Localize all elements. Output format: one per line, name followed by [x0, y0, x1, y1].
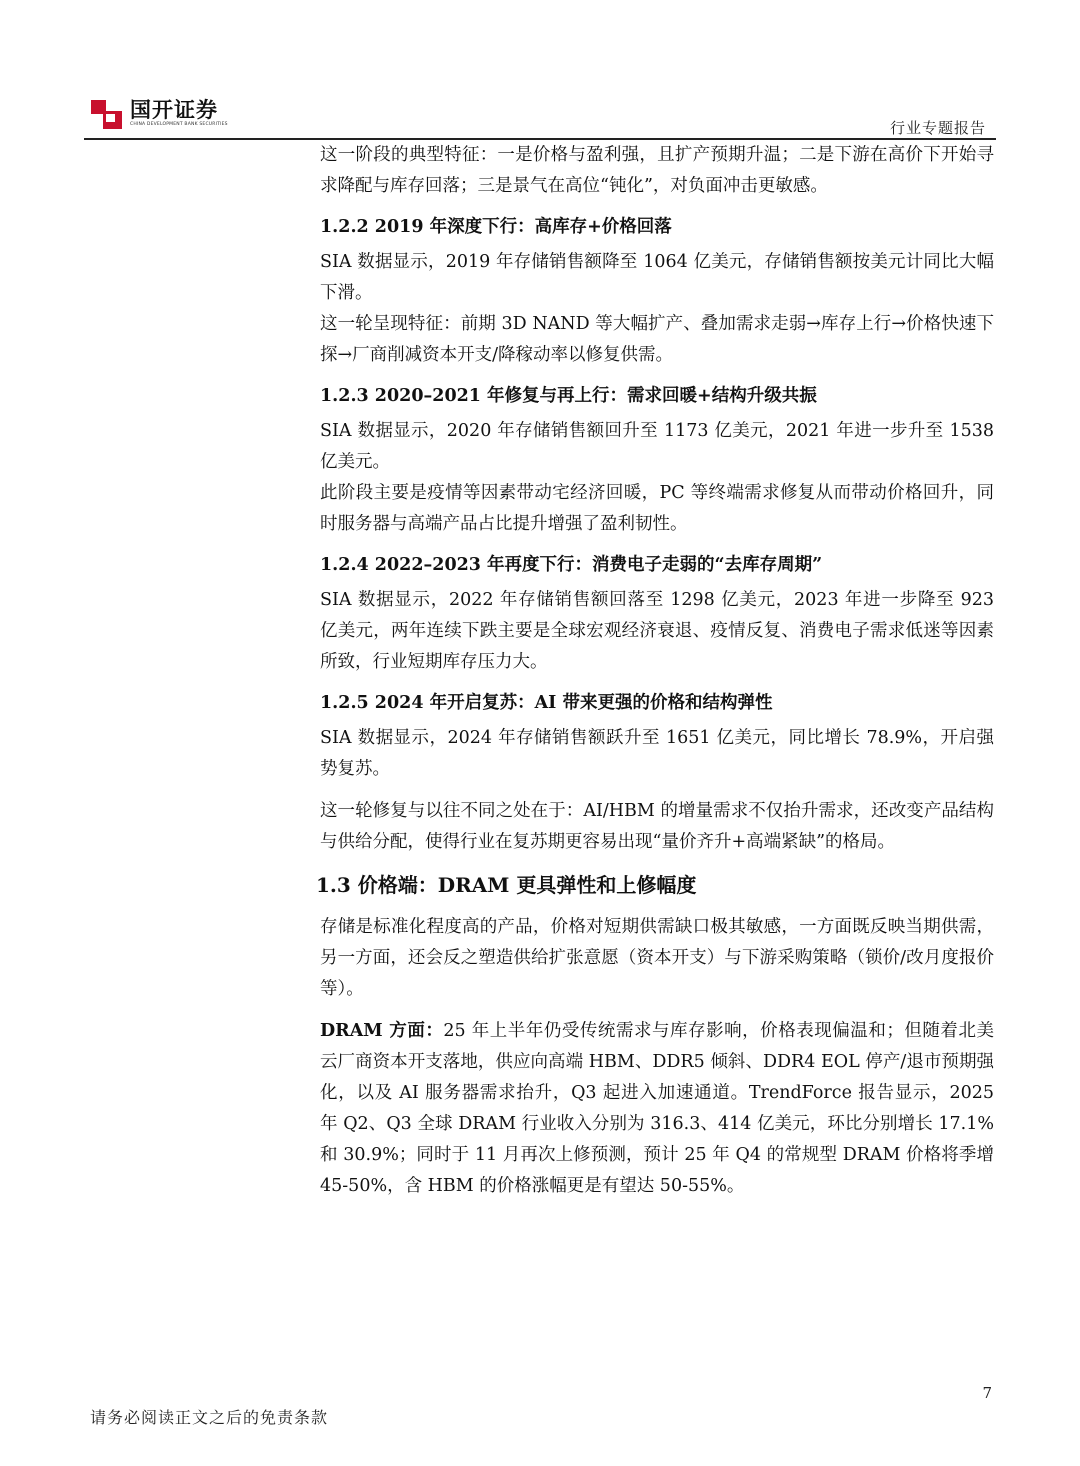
section-1-3-title: 1.3 价格端：DRAM 更具弹性和上修幅度	[316, 873, 697, 897]
section-1-2-3-paragraph-2: 此阶段主要是疫情等因素带动宅经济回暖，PC 等终端需求修复从而带动价格回升，同时服务器与高端产品占比提升增强了盈利韧性。	[320, 483, 994, 534]
section-1-2-2-title: 1.2.2 2019 年深度下行：高库存+价格回落	[320, 217, 672, 237]
page-header	[0, 0, 1080, 140]
section-1-2-3-paragraph-1: SIA 数据显示，2020 年存储销售额回升至 1173 亿美元，2021 年进一步升至 1538 亿美元。	[320, 421, 994, 472]
section-1-2-4-title: 1.2.4 2022–2023 年再度下行：消费电子走弱的“去库存周期”	[320, 555, 823, 575]
section-1-2-2-paragraph-2: 这一轮呈现特征：前期 3D NAND 等大幅扩产、叠加需求走弱→库存上行→价格快速下探→厂商削减资本开支/降稼动率以修复供需。	[320, 314, 994, 365]
section-1-2-2-paragraph-1: SIA 数据显示，2019 年存储销售额降至 1064 亿美元，存储销售额按美元计同比大幅下滑。	[320, 252, 994, 303]
logo-subtitle: CHINA DEVELOPMENT BANK SECURITIES	[130, 122, 228, 127]
page-number: 7	[982, 1384, 992, 1402]
section-1-2-3-title: 1.2.3 2020–2021 年修复与再上行：需求回暖+结构升级共振	[320, 386, 817, 406]
logo-icon	[91, 100, 122, 129]
section-1-3-paragraph-2	[320, 1016, 994, 1202]
report-type-label: 行业专题报告	[889, 119, 986, 137]
logo-name: 国开证券	[130, 98, 218, 122]
section-1-2-4-paragraph-1: SIA 数据显示，2022 年存储销售额回落至 1298 亿美元，2023 年进一步降至 923 亿美元，两年连续下跌主要是全球宏观经济衰退、疫情反复、消费电子需求低迷等因素所致，行业短期库存压力大。	[320, 590, 994, 672]
main-content	[316, 140, 994, 1202]
dram-paragraph-text: 25 年上半年仍受传统需求与库存影响，价格表现偏温和；但随着北美云厂商资本开支落地，供应向高端 HBM、DDR5 倾斜、DDR4 EOL 停产/退市预期强化，以及 AI 服务器需求抬升，Q3 起进入加速通道。TrendForce 报告显示，2025 年 Q2、Q3 全球 DRAM 行业收入分别为 316.3、414 亿美元，环比分别增长 17.1%和 30.9%；同时于 11 月再次上修预测，预计 25 年 Q4 的常规型 DRAM 价格将季增 45-50%，含 HBM 的价格涨幅更是有望达 50-55%。	[320, 1021, 994, 1196]
section-1-2-5-paragraph-2: 这一轮修复与以往不同之处在于：AI/HBM 的增量需求不仅抬升需求，还改变产品结构与供给分配，使得行业在复苏期更容易出现“量价齐升+高端紧缺”的格局。	[320, 801, 994, 852]
section-1-2-5-title: 1.2.5 2024 年开启复苏：AI 带来更强的价格和结构弹性	[320, 693, 773, 713]
section-1-2-5-paragraph-1: SIA 数据显示，2024 年存储销售额跃升至 1651 亿美元，同比增长 78.9%，开启强势复苏。	[320, 728, 994, 779]
disclaimer-link: 请务必阅读正文之后的免责条款	[90, 1408, 329, 1427]
section-1-3-paragraph-1: 存储是标准化程度高的产品，价格对短期供需缺口极其敏感，一方面既反映当期供需，另一方面，还会反之塑造供给扩张意愿（资本开支）与下游采购策略（锁价/改月度报价等）。	[320, 917, 994, 999]
intro-paragraph: 这一阶段的典型特征：一是价格与盈利强，且扩产预期升温；二是下游在高价下开始寻求降配与库存回落；三是景气在高位“钝化”，对负面冲击更敏感。	[320, 145, 994, 196]
dram-lead-label: DRAM 方面：	[320, 1021, 444, 1041]
